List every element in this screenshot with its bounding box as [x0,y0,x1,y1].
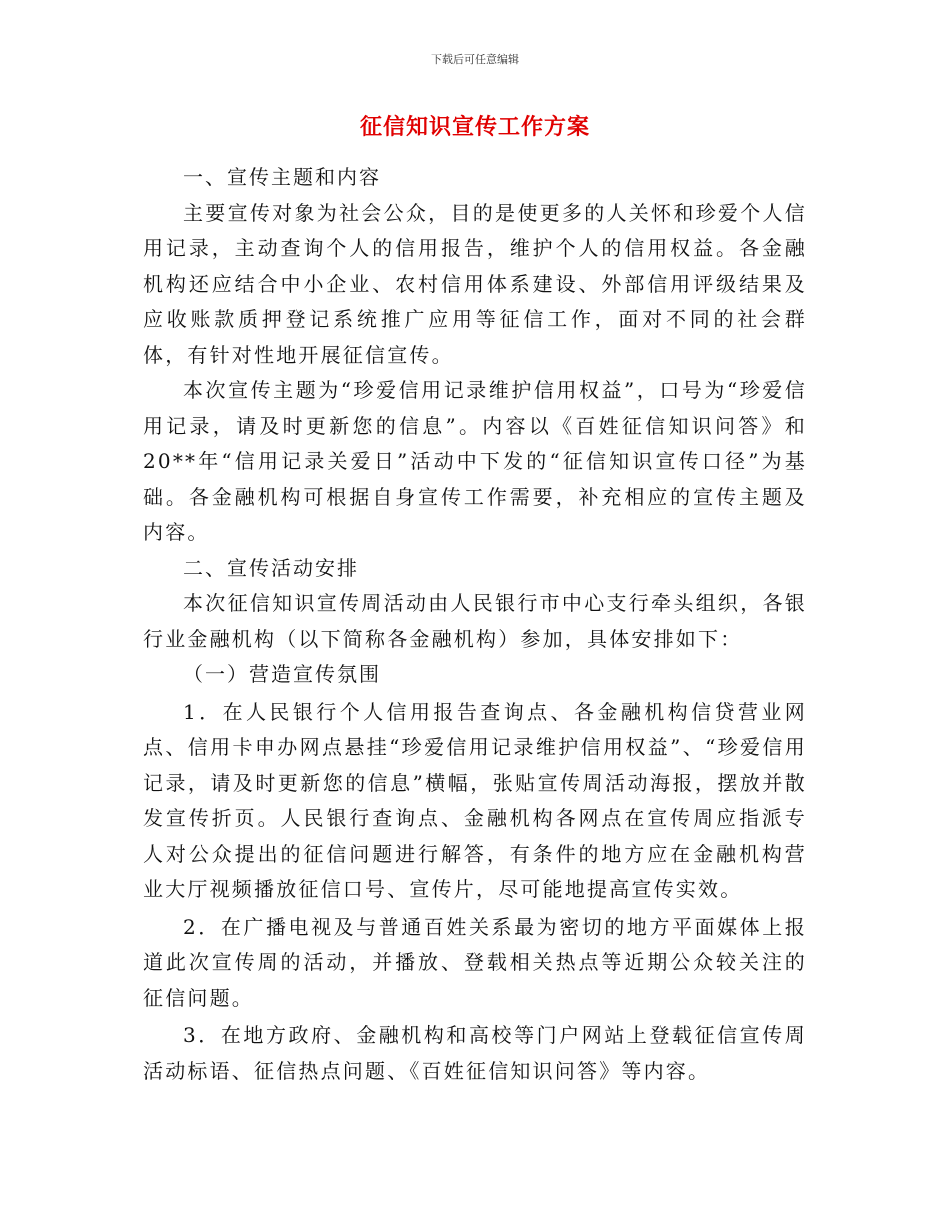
list-item-2: 2．在广播电视及与普通百姓关系最为密切的地方平面媒体上报道此次宣传周的活动，并播放、登载相关热点等近期公众较关注的征信问题。 [143,914,807,1010]
header-note: 下载后可任意编辑 [431,53,519,66]
paragraph-audience: 主要宣传对象为社会公众，目的是使更多的人关怀和珍爱个人信用记录，主动查询个人的信用报告，维护个人的信用权益。各金融机构还应结合中小企业、农村信用体系建设、外部信用评级结果及应收账款质押登记系统推广应用等征信工作，面对不同的社会群体，有针对性地开展征信宣传。 [143,200,807,367]
document-body [143,160,807,1091]
section-heading-2: 二、宣传活动安排 [183,555,359,580]
document-title: 征信知识宣传工作方案 [359,114,590,140]
subsection-heading-1: （一）营造宣传氛围 [183,662,381,686]
paragraph-organization: 本次征信知识宣传周活动由人民银行市中心支行牵头组织，各银行业金融机构（以下简称各金融机构）参加，具体安排如下： [143,591,807,651]
list-item-3: 3．在地方政府、金融机构和高校等门户网站上登载征信宣传周活动标语、征信热点问题、《百姓征信知识问答》等内容。 [143,1023,807,1083]
paragraph-theme: 本次宣传主题为“珍爱信用记录维护信用权益”，口号为“珍爱信用记录，请及时更新您的信息”。内容以《百姓征信知识问答》和20**年“信用记录关爱日”活动中下发的“征信知识宣传口径”为基础。各金融机构可根据自身宣传工作需要，补充相应的宣传主题及内容。 [143,378,807,544]
list-item-1: 1．在人民银行个人信用报告查询点、各金融机构信贷营业网点、信用卡申办网点悬挂“珍爱信用记录维护信用权益”、“珍爱信用记录，请及时更新您的信息”横幅，张贴宣传周活动海报，摆放并散发宣传折页。人民银行查询点、金融机构各网点在宣传周应指派专人对公众提出的征信问题进行解答，有条件的地方应在金融机构营业大厅视频播放征信口号、宣传片，尽可能地提高宣传实效。 [143,699,807,901]
section-heading-1: 一、宣传主题和内容 [183,165,381,189]
